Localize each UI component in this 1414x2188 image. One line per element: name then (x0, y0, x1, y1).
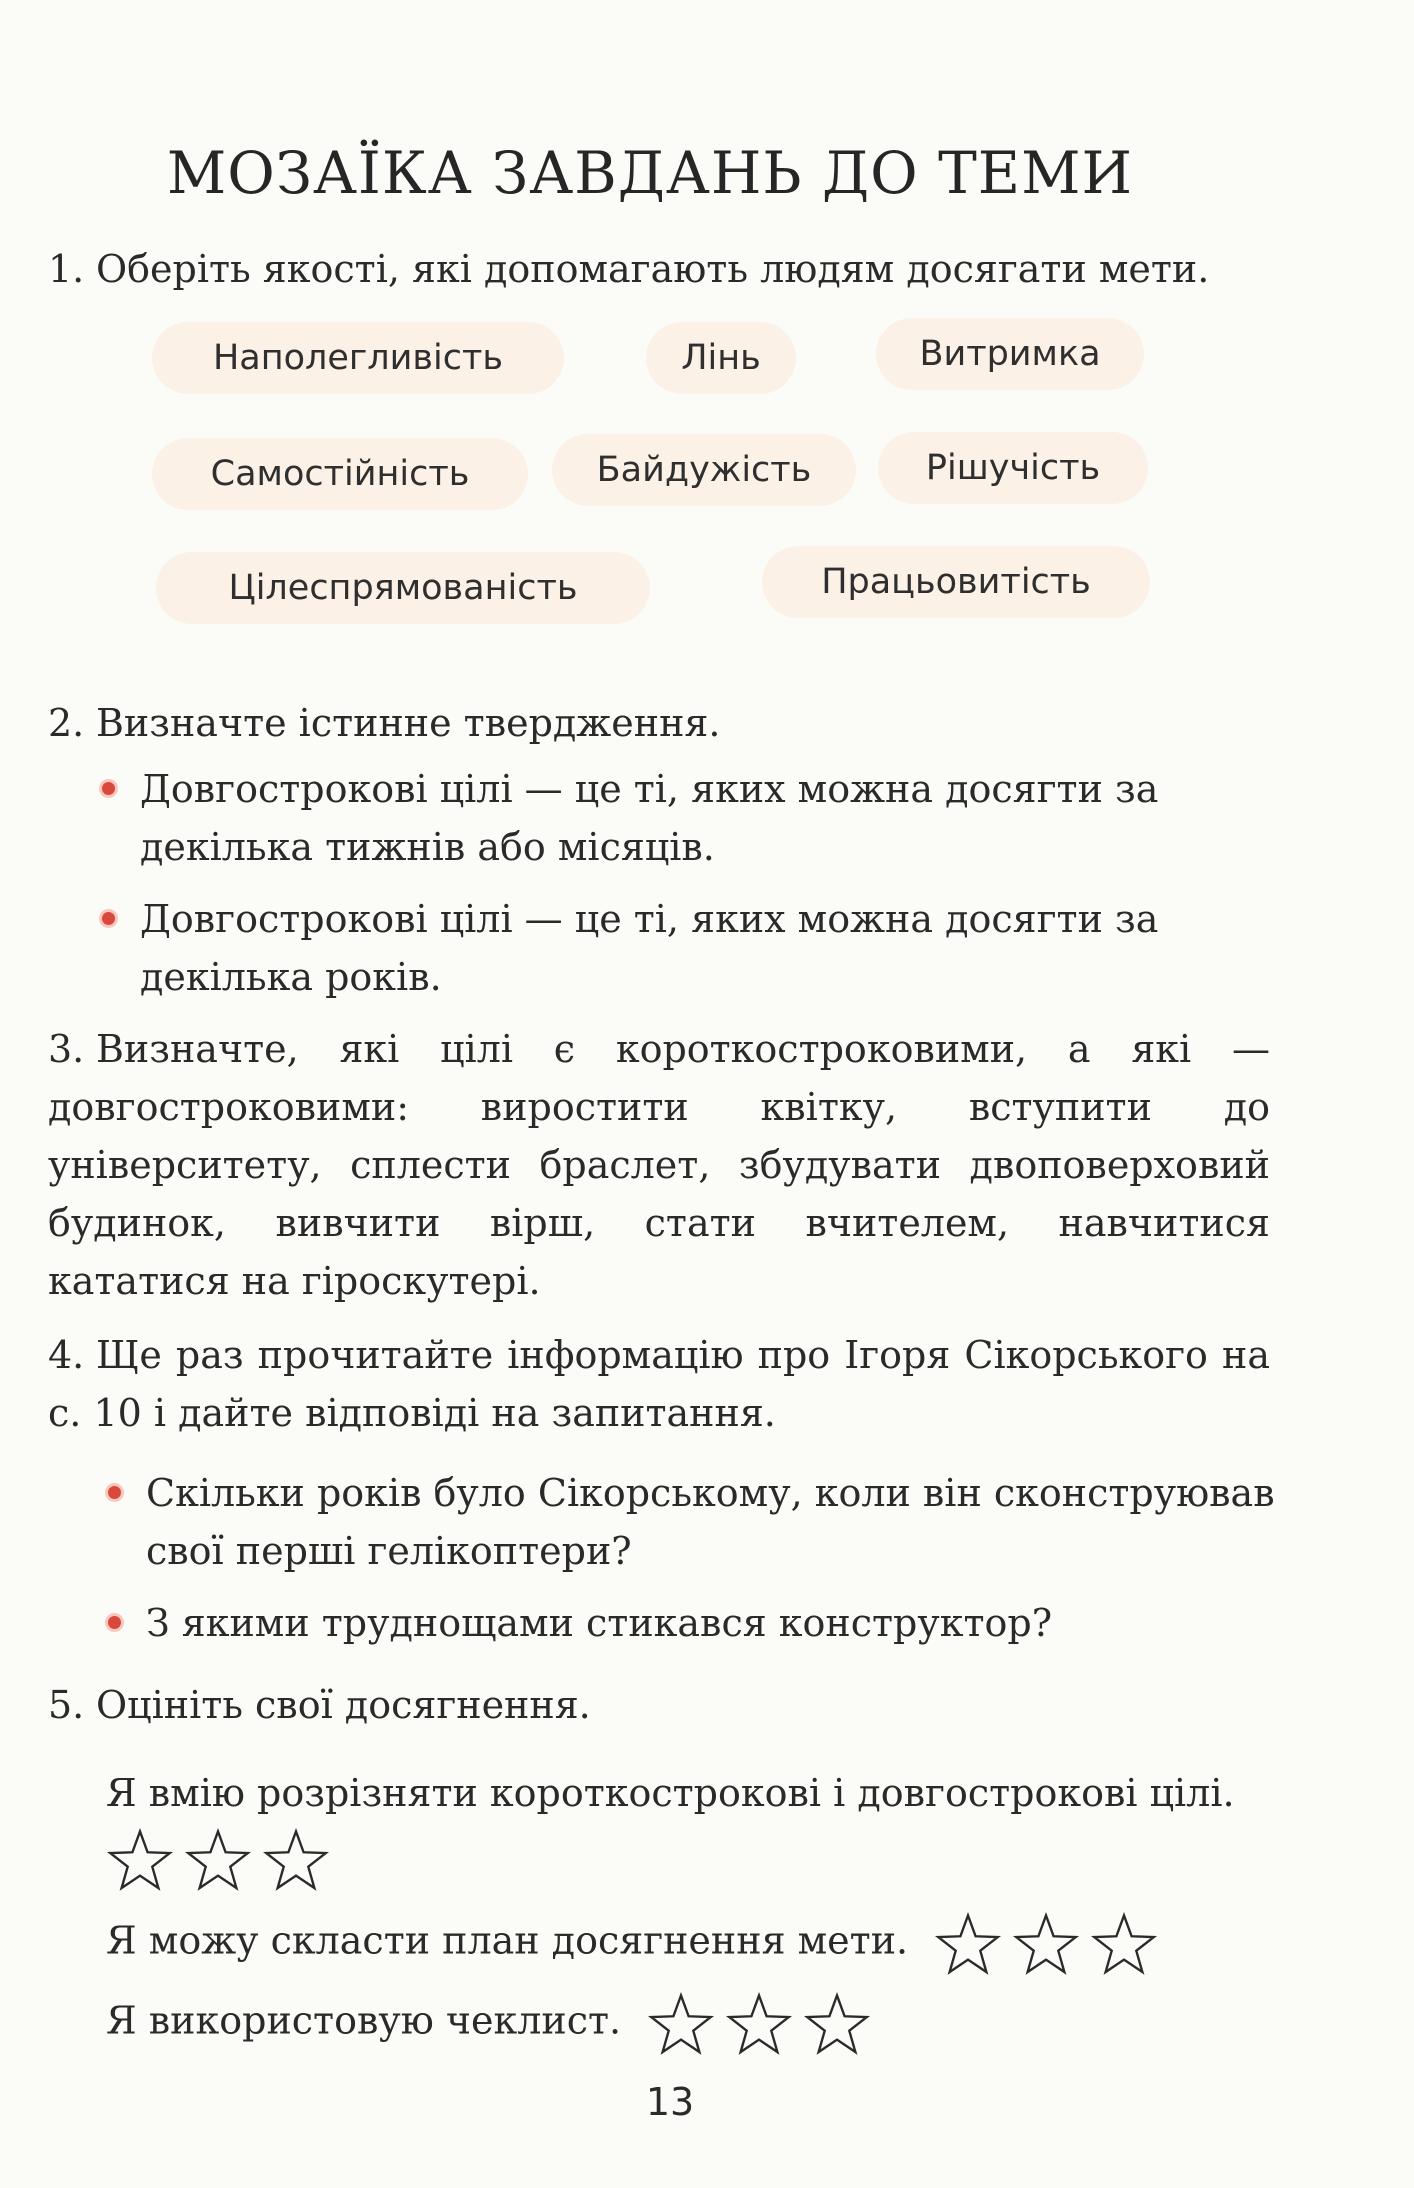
task-2-options (98, 760, 1278, 1020)
bullet-dot-icon (108, 1486, 121, 1499)
task-2-number: 2. (48, 701, 85, 745)
star-icon[interactable] (106, 1826, 174, 1894)
quality-chip[interactable]: Лінь (646, 322, 796, 394)
star-icon[interactable] (262, 1826, 330, 1894)
bullet-dot-icon (108, 1616, 121, 1629)
list-item[interactable]: Довгострокові цілі — це ті, яких можна досягти за декілька тижнів або місяців. (98, 760, 1278, 876)
star-icon[interactable] (803, 1990, 871, 2058)
star-icon[interactable] (725, 1990, 793, 2058)
star-icon[interactable] (184, 1826, 252, 1894)
task-5-text: Оцініть свої досягнення. (96, 1683, 591, 1727)
task-3 (48, 1020, 1270, 1310)
star-icon[interactable] (647, 1990, 715, 2058)
rating-statement-2: Я можу скласти план досягнення мети. (106, 1910, 1158, 1978)
star-rating[interactable] (106, 1826, 330, 1894)
task-3-number: 3. (48, 1027, 85, 1071)
task-2 (48, 694, 1278, 752)
bullet-dot-icon (102, 912, 115, 925)
list-item: Скільки років було Сікорському, коли він сконструював свої перші гелікоптери? (104, 1464, 1284, 1580)
rating-statement-1: Я вмію розрізняти короткострокові і довгострокові цілі. (106, 1771, 1235, 1815)
star-icon[interactable] (934, 1910, 1002, 1978)
quality-chip[interactable]: Цілеспрямованість (156, 552, 650, 624)
page-number: 13 (645, 2080, 695, 2124)
list-item[interactable]: Довгострокові цілі — це ті, яких можна досягти за декілька років. (98, 890, 1278, 1006)
quality-chip[interactable]: Витримка (876, 318, 1144, 390)
task-2-text: Визначте істинне твердження. (96, 701, 721, 745)
quality-chip[interactable]: Наполегливість (152, 322, 564, 394)
task-4 (48, 1326, 1270, 1442)
rating-stars-1 (106, 1826, 330, 1894)
quality-chip[interactable]: Рішучість (878, 432, 1148, 504)
task-1-text: Оберіть якості, які допомагають людям досягати мети. (96, 247, 1210, 291)
list-item: З якими труднощами стикався конструктор? (104, 1594, 1284, 1652)
star-icon[interactable] (1090, 1910, 1158, 1978)
task-5 (48, 1676, 1278, 1734)
task-4-number: 4. (48, 1333, 85, 1377)
page-title: МОЗАЇКА ЗАВДАНЬ ДО ТЕМИ (166, 138, 1134, 207)
quality-chip[interactable]: Байдужість (552, 434, 856, 506)
quality-chip[interactable]: Працьовитість (762, 546, 1150, 618)
bullet-dot-icon (102, 782, 115, 795)
star-rating[interactable] (934, 1910, 1158, 1978)
task-1 (48, 240, 1278, 298)
task-1-number: 1. (48, 247, 85, 291)
star-rating[interactable] (647, 1990, 871, 2058)
star-icon[interactable] (1012, 1910, 1080, 1978)
task-4-text: Ще раз прочитайте інформацію про Ігоря Сікорського на с. 10 і дайте відповіді на запитання. (48, 1333, 1270, 1435)
task-4-questions (104, 1464, 1284, 1666)
task-5-number: 5. (48, 1683, 85, 1727)
task-3-text: Визначте, які цілі є короткостроковими, а які — довгостроковими: виростити квітку, вступити до університету, сплести браслет, збудувати двоповерховий будинок, вивчити вірш, стати вчителем, навчитися кататися на гіроскутері. (48, 1027, 1270, 1303)
quality-chip[interactable]: Самостійність (152, 438, 528, 510)
rating-statement-3: Я використовую чеклист. (106, 1990, 871, 2058)
